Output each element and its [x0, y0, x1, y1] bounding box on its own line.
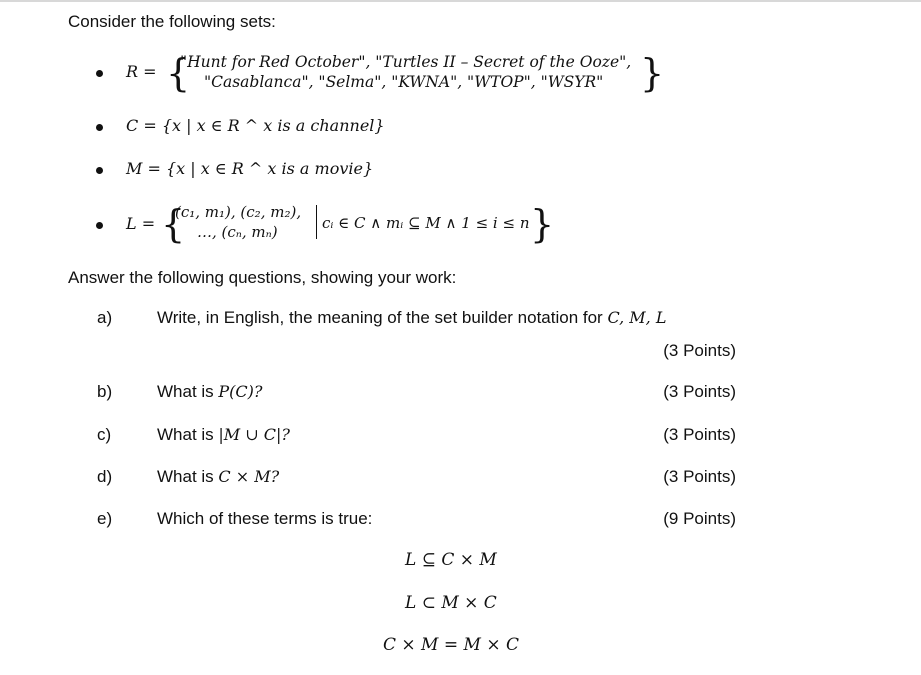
set-r-lhs: R =	[126, 62, 157, 81]
question-b-text: What is	[157, 382, 219, 401]
question-d-points: (3 Points)	[663, 467, 736, 486]
question-d-letter: d)	[97, 467, 113, 486]
set-l-lhs: L =	[126, 214, 156, 233]
term-2: L ⊂ M × C	[405, 593, 497, 613]
bullet-l	[96, 222, 103, 229]
question-b-math: P(C)?	[218, 382, 263, 401]
question-a	[0, 308, 921, 330]
question-a-text: Write, in English, the meaning of the set builder notation for	[157, 308, 603, 327]
question-e	[0, 509, 921, 531]
bullet-r	[96, 70, 103, 77]
question-a-math: C, M, L	[607, 308, 667, 327]
set-l-condition: cᵢ ∈ C ∧ mᵢ ⊆ M ∧ 1 ≤ i ≤ n	[322, 214, 530, 232]
set-l-open-brace: {	[161, 202, 186, 246]
question-c	[0, 425, 921, 447]
set-r-close-brace: }	[640, 51, 665, 95]
question-d	[0, 467, 921, 489]
set-r-line1: "Hunt for Red October", "Turtles II – Secret of the Ooze",	[180, 53, 632, 71]
term-3: C × M = M × C	[383, 635, 519, 655]
set-l-line1: (c₁, m₁), (c₂, m₂),	[175, 203, 302, 221]
set-l-bar	[316, 205, 317, 239]
set-r-open-brace: {	[166, 51, 191, 95]
question-e-text: Which of these terms is true:	[157, 509, 373, 528]
question-b-letter: b)	[97, 382, 113, 401]
bullet-c	[96, 124, 103, 131]
answer-heading: Answer the following questions, showing your work:	[68, 268, 457, 287]
set-l-pairs	[175, 202, 301, 242]
intro-heading: Consider the following sets:	[68, 12, 276, 31]
bullet-m	[96, 167, 103, 174]
question-c-math: |M ∪ C|?	[218, 425, 290, 444]
set-r-elements	[180, 52, 631, 92]
set-m-definition: M = {x | x ∈ R ^ x is a movie}	[126, 159, 374, 178]
set-l-line2: …, (cₙ, mₙ)	[197, 223, 278, 241]
question-c-letter: c)	[97, 425, 112, 444]
set-c-definition: C = {x | x ∈ R ^ x is a channel}	[126, 116, 385, 135]
top-divider	[0, 0, 921, 2]
question-b-points: (3 Points)	[663, 382, 736, 401]
question-e-points: (9 Points)	[663, 509, 736, 528]
term-1: L ⊆ C × M	[405, 550, 497, 570]
question-a-points: (3 Points)	[663, 341, 736, 360]
question-b	[0, 382, 921, 404]
question-a-letter: a)	[97, 308, 113, 327]
set-r-line2: "Casablanca", "Selma", "KWNA", "WTOP", "WSYR"	[204, 73, 604, 91]
question-d-math: C × M?	[218, 467, 280, 486]
set-l-close-brace: }	[530, 202, 555, 246]
question-d-text: What is	[157, 467, 219, 486]
question-c-text: What is	[157, 425, 219, 444]
question-c-points: (3 Points)	[663, 425, 736, 444]
question-e-letter: e)	[97, 509, 113, 528]
